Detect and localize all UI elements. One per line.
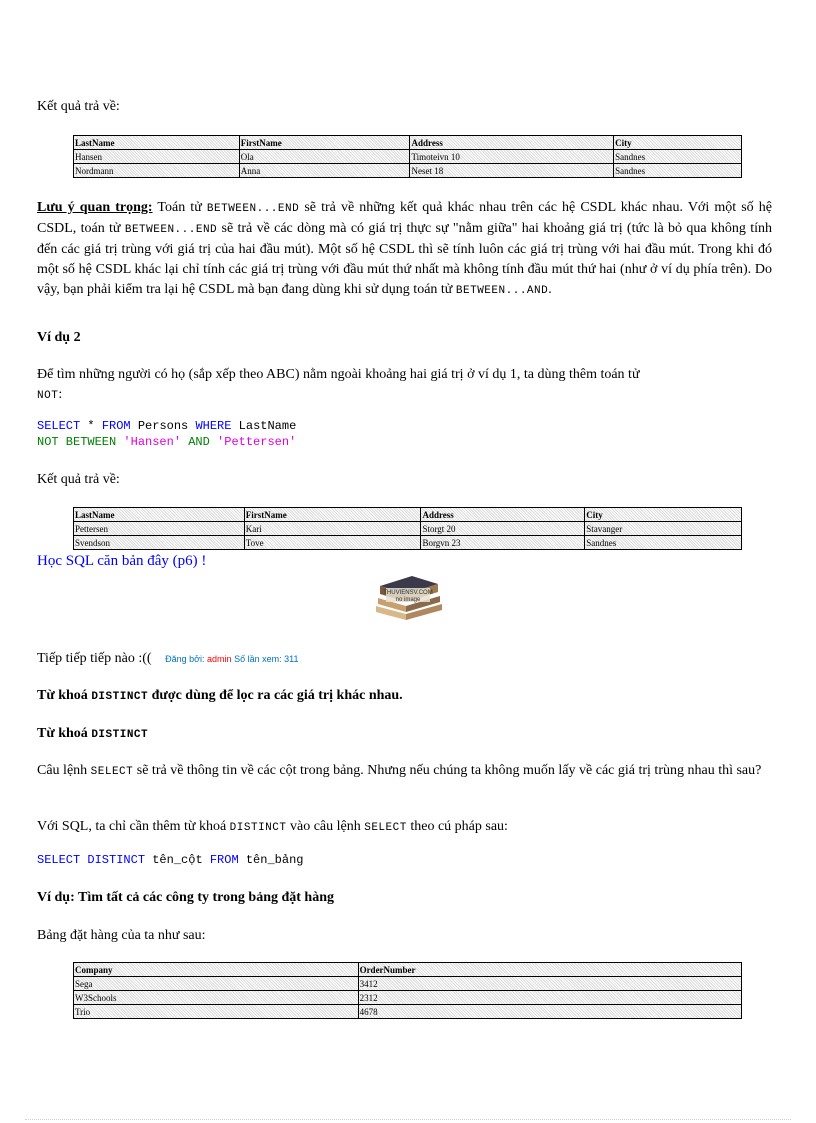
paragraph-text: Với SQL, ta chỉ cần thêm từ khoá: [37, 819, 227, 834]
table-cell: Svendson: [74, 536, 245, 550]
paragraph-text: vào câu lệnh: [289, 819, 361, 834]
table-row: [74, 522, 742, 536]
result-label-2: Kết quả trả về:: [37, 472, 120, 487]
distinct-paragraph-1: [37, 761, 772, 782]
posted-by-label: Đăng bởi:: [165, 654, 205, 664]
distinct-heading: [37, 724, 772, 745]
table-cell: Sega: [74, 977, 359, 991]
table-header-cell: FirstName: [239, 136, 410, 150]
summary-text: được dùng để lọc ra các giá trị khác nhau.: [151, 688, 403, 703]
table-cell: Tove: [244, 536, 421, 550]
table-header-cell: City: [585, 508, 742, 522]
paragraph-text: theo cú pháp sau:: [410, 819, 508, 834]
table-cell: Timoteivn 10: [410, 150, 614, 164]
keyword: SELECT: [90, 766, 134, 778]
article-thumbnail[interactable]: [372, 572, 444, 624]
persons-table-1: [73, 135, 742, 178]
table-cell: Sandnes: [614, 164, 742, 178]
sql-keyword: NOT BETWEEN: [37, 435, 117, 449]
distinct-summary: [37, 686, 772, 707]
orders-intro: Bảng đặt hàng của ta như sau:: [37, 928, 206, 943]
table-cell: 4678: [358, 1005, 741, 1019]
sql-keyword: SELECT DISTINCT: [37, 853, 146, 867]
heading-text: Từ khoá: [37, 726, 88, 741]
keyword: SELECT: [364, 822, 407, 834]
table-header-cell: LastName: [74, 508, 245, 522]
sql-string: 'Pettersen': [217, 435, 297, 449]
table-cell: 3412: [358, 977, 741, 991]
note-text: .: [548, 282, 552, 297]
table-cell: Nordmann: [74, 164, 240, 178]
keyword: NOT: [37, 390, 59, 402]
keyword: DISTINCT: [91, 691, 149, 703]
page-footer-divider: [25, 1119, 791, 1120]
table-cell: Storgt 20: [421, 522, 585, 536]
note-text: Toán tử: [157, 200, 202, 215]
note-text: sẽ trả về các dòng mà có giá trị thực sự "nằm giữa" hai khoảng giá trị (tức là bỏ qua không tính đến các giá trị trùng với giá trị của hai đầu mút). Một số hệ CSDL thì sẽ tính luôn các giá trị trùng với hai đầu mút. Trong khi đó một số hệ CSDL khác lại chỉ tính các giá trị trùng với đầu mút thứ nhất mà không tính đầu mút thứ hai (như ở ví dụ phía trên). Do vậy, bạn phải kiểm tra lại hệ CSDL mà bạn đang dùng khi sử dụng toán tử: [37, 221, 772, 297]
keyword: BETWEEN...END: [124, 224, 218, 236]
table-header-cell: Company: [74, 963, 359, 977]
note-text: sẽ trả về những kết quả khác nhau trên các hệ CSDL khác nhau. Với một số hệ CSDL, toán tử: [37, 200, 772, 236]
sql-text: tên_cột: [145, 853, 210, 867]
sql-keyword: SELECT: [37, 419, 81, 433]
table-header-cell: Address: [421, 508, 585, 522]
thumb-site-text: THUVIENSV.COM: [383, 590, 433, 596]
table-row: [74, 536, 742, 550]
views-label: Số lần xem:: [234, 654, 282, 664]
table-cell: Neset 18: [410, 164, 614, 178]
table-cell: Hansen: [74, 150, 240, 164]
table-header-cell: Address: [410, 136, 614, 150]
table-cell: 2312: [358, 991, 741, 1005]
sql-text: LastName: [231, 419, 297, 433]
sql-code-block: [37, 418, 772, 450]
important-note: [37, 198, 772, 301]
table-cell: Pettersen: [74, 522, 245, 536]
table-header-row: [74, 508, 742, 522]
example-2-description: [37, 365, 772, 406]
table-cell: Stavanger: [585, 522, 742, 536]
table-header-cell: FirstName: [244, 508, 421, 522]
sql-text: *: [80, 419, 102, 433]
sql-keyword: FROM: [209, 853, 239, 867]
intro-line: [37, 649, 772, 669]
code-line: [37, 418, 772, 434]
paragraph-text: sẽ trả về thông tin về các cột trong bảng. Nhưng nếu chúng ta không muốn lấy về các giá trị trùng nhau thì sau?: [136, 763, 762, 778]
sql-text: Persons: [130, 419, 196, 433]
description-text: :: [58, 387, 63, 402]
orders-table: [73, 962, 742, 1019]
distinct-paragraph-2: [37, 817, 772, 838]
table-header-cell: LastName: [74, 136, 240, 150]
table-row: [74, 991, 742, 1005]
views-count: 311: [284, 654, 299, 664]
table-header-cell: OrderNumber: [358, 963, 741, 977]
syntax-code-block: [37, 852, 772, 868]
keyword: BETWEEN...AND: [455, 285, 549, 297]
sql-text: tên_bảng: [238, 853, 304, 867]
keyword: BETWEEN...END: [206, 203, 300, 215]
persons-table-2: [73, 507, 742, 550]
code-line: [37, 434, 772, 450]
books-icon: [372, 572, 444, 624]
sql-string: 'Hansen': [123, 435, 182, 449]
article-link-text[interactable]: Học SQL căn bản đây (p6) !: [37, 553, 207, 569]
keyword: DISTINCT: [229, 822, 287, 834]
example-3-heading: Ví dụ: Tìm tất cả các công ty trong bảng đặt hàng: [37, 890, 335, 905]
sql-keyword: FROM: [101, 419, 131, 433]
table-cell: Sandnes: [614, 150, 742, 164]
byline: [165, 654, 298, 664]
table-header-cell: City: [614, 136, 742, 150]
table-row: [74, 150, 742, 164]
table-cell: Kari: [244, 522, 421, 536]
note-title: Lưu ý quan trọng:: [37, 200, 153, 215]
intro-text: Tiếp tiếp tiếp nào :((: [37, 651, 152, 666]
table-header-row: [74, 963, 742, 977]
table-cell: Borgvn 23: [421, 536, 585, 550]
sql-keyword: WHERE: [195, 419, 232, 433]
article-title-link[interactable]: [37, 551, 772, 571]
table-row: [74, 1005, 742, 1019]
result-label-1: Kết quả trả về:: [37, 99, 120, 114]
table-cell: Trio: [74, 1005, 359, 1019]
table-cell: Sandnes: [585, 536, 742, 550]
example-2-heading: Ví dụ 2: [37, 330, 81, 345]
table-row: [74, 164, 742, 178]
description-text: Để tìm những người có họ (sắp xếp theo ABC) nằm ngoài khoảng hai giá trị ở ví dụ 1, ta dùng thêm toán tử: [37, 367, 640, 382]
thumb-noimage-text: no image: [395, 597, 421, 603]
table-cell: Anna: [239, 164, 410, 178]
keyword: DISTINCT: [91, 729, 149, 741]
sql-keyword: AND: [188, 435, 210, 449]
table-header-row: [74, 136, 742, 150]
summary-text: Từ khoá: [37, 688, 88, 703]
table-row: [74, 977, 742, 991]
paragraph-text: Câu lệnh: [37, 763, 88, 778]
author-link[interactable]: admin: [207, 654, 232, 664]
table-cell: W3Schools: [74, 991, 359, 1005]
table-cell: Ola: [239, 150, 410, 164]
